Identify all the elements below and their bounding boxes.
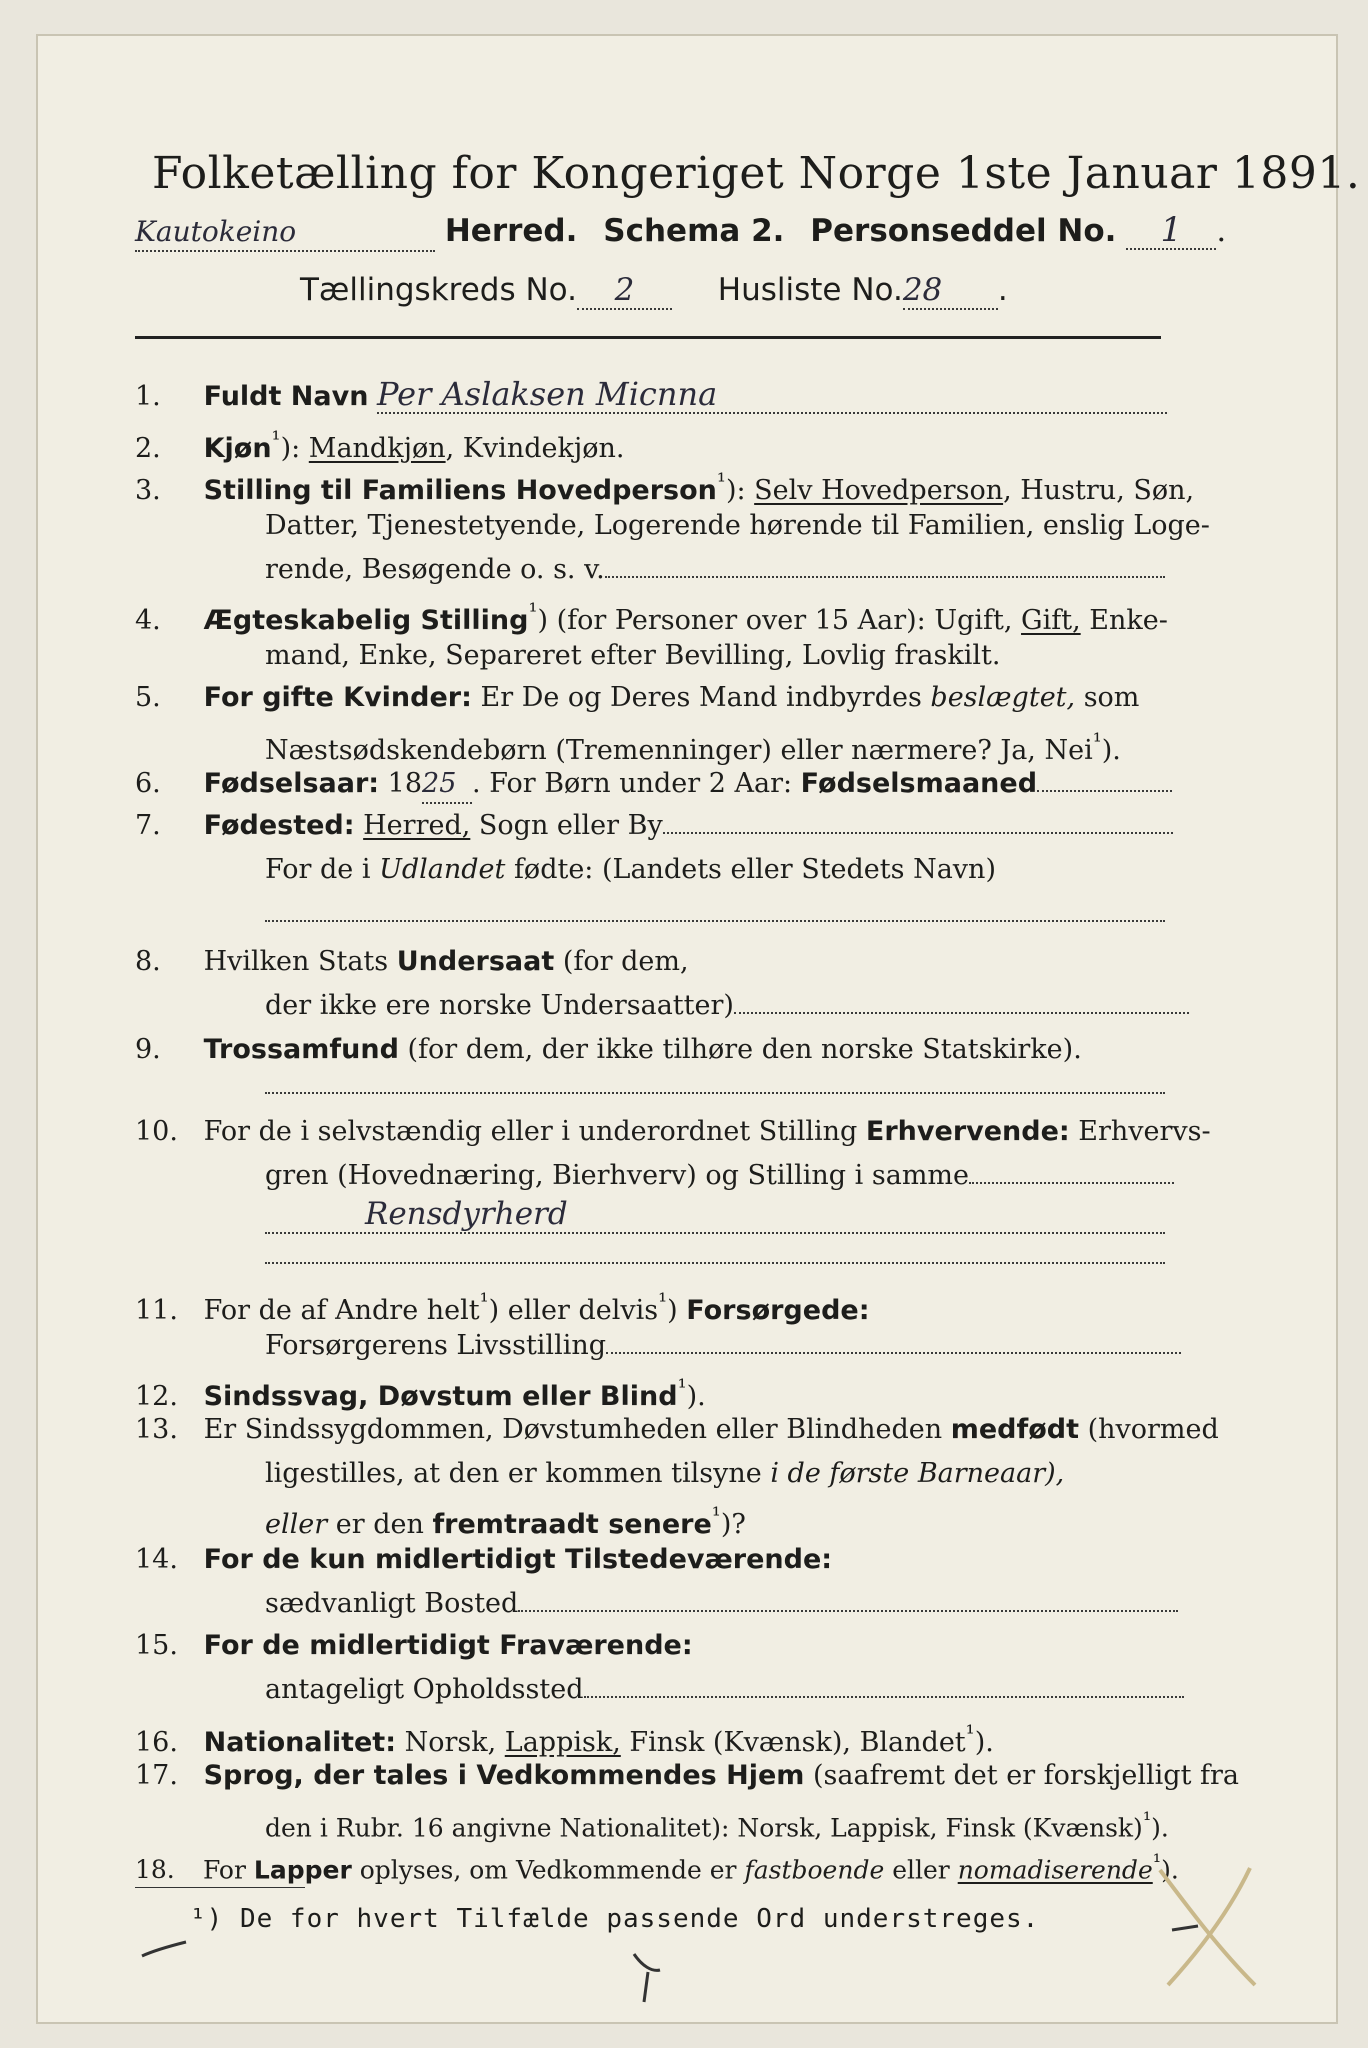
field-text: rende, Besøgende o. s. v.	[265, 554, 605, 585]
field-text: der ikke ere norske Undersaatter)	[265, 990, 734, 1021]
field-11-line-2	[265, 1328, 1181, 1364]
personseddel-number: 1	[1126, 212, 1216, 250]
field-number: 6.	[135, 768, 161, 799]
field-text: Næstsødskendebørn (Tremenninger) eller nærmere? Ja, Nei	[265, 735, 1093, 766]
field-text: fastboende	[744, 1855, 885, 1885]
field-text: ligestilles, at den er kommen tilsyne	[265, 1458, 771, 1489]
field-label: medfødt	[950, 1414, 1079, 1445]
field-label: Nationalitet:	[203, 1727, 396, 1758]
field-text: beslægtet,	[930, 682, 1076, 713]
field-label: Forsørgede:	[686, 1295, 870, 1326]
field-13-line-3	[265, 1498, 746, 1543]
kreds-label: Tællingskreds No.	[300, 272, 577, 308]
field-number: 3.	[135, 475, 161, 506]
field-7-line-2	[265, 852, 996, 888]
footnote-mark: ¹	[1092, 729, 1102, 755]
field-15-line-2	[265, 1672, 1184, 1708]
field-3-line-3	[265, 552, 1165, 588]
footnote-mark: ¹	[716, 469, 726, 495]
selected-option: nomadiserende	[957, 1855, 1153, 1885]
field-13-line-2	[265, 1456, 1064, 1492]
cross-mark-icon	[1150, 1860, 1270, 1990]
field-text: gren (Hovednæring, Bierhverv) og Stilling i samme	[265, 1160, 970, 1191]
field-label: Fødselsmaaned	[800, 768, 1038, 799]
field-text: som	[1075, 682, 1140, 713]
blank-line	[734, 1012, 1189, 1014]
field-text: er den	[327, 1509, 433, 1540]
field-text: Forsørgerens Livsstilling	[265, 1330, 607, 1361]
herred-value: Kautokeino	[135, 214, 435, 252]
field-2	[135, 422, 624, 467]
field-text: Norsk,	[396, 1727, 505, 1758]
field-text: den i Rubr. 16 angivne Nationalitet): Norsk, Lappisk, Finsk (Kvænsk)	[265, 1813, 1143, 1843]
field-label: fremtraadt senere	[432, 1509, 712, 1540]
field-text: For de i selvstændig eller i underordnet Stilling	[203, 1116, 866, 1147]
field-number: 2.	[135, 433, 161, 464]
field-14-line-2	[265, 1586, 1178, 1622]
footnote: ¹) De for hvert Tilfælde passende Ord understreges.	[190, 1904, 1040, 1934]
field-label: Erhvervende:	[865, 1116, 1070, 1147]
field-number: 10.	[135, 1116, 178, 1147]
blank-line	[265, 1092, 1165, 1094]
blank-line	[518, 1610, 1178, 1612]
field-10-line-2	[265, 1158, 1174, 1194]
blank-line	[584, 1696, 1184, 1698]
form-title: Folketælling for Kongeriget Norge 1ste Januar 1891.	[152, 148, 1361, 199]
kreds-number: 2	[577, 272, 672, 310]
field-text: ) eller delvis	[488, 1295, 659, 1326]
field-text: sædvanligt Bosted	[265, 1588, 519, 1619]
header-rule	[135, 336, 1161, 339]
field-number: 5.	[135, 682, 161, 713]
field-3	[135, 464, 1194, 509]
field-17-line-2	[265, 1802, 1169, 1846]
selected-option: Gift,	[1021, 605, 1081, 636]
field-6	[135, 766, 1172, 804]
field-13	[135, 1412, 1219, 1448]
field-label: Fødselsaar:	[203, 768, 380, 799]
field-8	[135, 944, 689, 980]
field-text: Enke-	[1080, 605, 1168, 636]
footnote-mark: ¹	[271, 427, 281, 453]
field-number: 9.	[135, 1034, 161, 1065]
footnote-mark: ¹	[528, 599, 538, 625]
field-label: Kjøn	[203, 433, 272, 464]
field-4	[135, 594, 1168, 639]
field-label: For de kun midlertidigt Tilstedeværende:	[203, 1544, 833, 1575]
field-15	[135, 1628, 693, 1664]
field-text: ).	[974, 1727, 994, 1758]
field-number: 13.	[135, 1414, 178, 1445]
field-label: Fuldt Navn	[203, 381, 369, 412]
field-text: oplyses, om Vedkommende er	[351, 1855, 745, 1885]
field-text: i de første Barneaar),	[770, 1458, 1065, 1489]
field-7	[135, 808, 1173, 844]
field-text: For de i	[265, 854, 380, 885]
field-label: For gifte Kvinder:	[203, 682, 472, 713]
footnote-rule	[135, 1887, 305, 1888]
field-label: Undersaat	[396, 946, 555, 977]
field-text: Udlandet	[379, 854, 506, 885]
field-number: 1.	[135, 381, 161, 412]
herred-label: Herred.	[444, 213, 578, 249]
field-text: ).	[1101, 735, 1121, 766]
field-text: )?	[720, 1509, 746, 1540]
field-11	[135, 1284, 870, 1329]
field-text: Er Sindssygdommen, Døvstumheden eller Blindheden	[203, 1414, 951, 1445]
field-text: antageligt Opholdssted	[265, 1674, 584, 1705]
field-text: )	[667, 1295, 687, 1326]
field-text: (for dem, der ikke tilhøre den norske Statskirke).	[398, 1034, 1082, 1065]
field-text: (saafremt det er forskjelligt fra	[804, 1760, 1240, 1791]
field-label: Trossamfund	[203, 1034, 399, 1065]
blank-line	[1037, 790, 1172, 792]
field-text: ) (for Personer over 15 Aar): Ugift,	[537, 605, 1022, 636]
header-herred-line: Kautokeino Herred. Schema 2. Personseddel No. 1 .	[135, 210, 1227, 250]
full-name-value: Per Aslaksen Micnna	[377, 376, 1167, 414]
field-label: Ægteskabelig Stilling	[203, 605, 529, 636]
field-10-line-3	[265, 1196, 1165, 1234]
header-kreds-line: Tællingskreds No. 2 Husliste No.28 .	[300, 272, 1008, 308]
footnote-mark: ¹	[1152, 1850, 1162, 1874]
selected-option: Herred,	[363, 810, 471, 841]
field-label: Lapper	[253, 1855, 352, 1885]
field-text: Er De og Deres Mand indbyrdes	[471, 682, 931, 713]
field-14	[135, 1542, 832, 1578]
blank-line	[969, 1182, 1174, 1184]
occupation-value: Rensdyrherd	[265, 1196, 1165, 1234]
footnote-mark: ¹	[1142, 1808, 1152, 1832]
blank-line	[265, 920, 1165, 922]
blank-line	[265, 1262, 1165, 1264]
footnote-mark: ¹	[965, 1721, 975, 1747]
field-text: (for dem,	[554, 946, 689, 977]
field-5-line-2	[265, 724, 1121, 769]
field-text: , Kvindekjøn.	[445, 433, 625, 464]
pen-stroke-icon	[140, 1936, 190, 1966]
field-number: 7.	[135, 810, 161, 841]
field-text: Erhvervs-	[1069, 1116, 1211, 1147]
field-16	[135, 1716, 994, 1761]
field-number: 12.	[135, 1381, 178, 1412]
field-number: 17.	[135, 1760, 178, 1791]
field-text: Finsk (Kvænsk), Blandet	[620, 1727, 966, 1758]
field-number: 14.	[135, 1544, 178, 1575]
field-18	[135, 1844, 1179, 1888]
footnote-mark: ¹	[479, 1289, 489, 1315]
footnote-mark: ¹	[677, 1375, 687, 1401]
field-text: fødte: (Landets eller Stedets Navn)	[505, 854, 996, 885]
field-number: 16.	[135, 1727, 178, 1758]
field-1	[135, 376, 1167, 415]
blank-line	[663, 832, 1173, 834]
field-8-line-2	[265, 988, 1189, 1024]
field-17	[135, 1758, 1239, 1794]
selected-option: Selv Hovedperson	[754, 475, 1004, 506]
blank-line	[606, 1352, 1181, 1354]
field-label: Fødested:	[203, 810, 355, 841]
field-text: Hvilken Stats	[203, 946, 397, 977]
field-number: 8.	[135, 946, 161, 977]
field-text: Sogn eller By	[470, 810, 663, 841]
field-10	[135, 1114, 1211, 1150]
field-text: For	[202, 1855, 254, 1885]
field-text: eller	[265, 1509, 328, 1540]
field-number: 15.	[135, 1630, 178, 1661]
field-number: 4.	[135, 605, 161, 636]
footnote-mark: ¹	[711, 1503, 721, 1529]
field-label: Sprog, der tales i Vedkommendes Hjem	[203, 1760, 805, 1791]
selected-option: Mandkjøn	[308, 433, 446, 464]
field-text: (hvormed	[1079, 1414, 1219, 1445]
schema-label: Schema 2.	[603, 213, 785, 249]
field-12	[135, 1370, 706, 1415]
footnote-mark: ¹	[658, 1289, 668, 1315]
pen-stroke-icon	[630, 1950, 670, 2010]
field-number: 11.	[135, 1295, 178, 1326]
field-9	[135, 1032, 1082, 1068]
husliste-label: Husliste No.	[717, 272, 903, 308]
field-text: eller	[884, 1855, 958, 1885]
husliste-number: 28	[903, 272, 998, 310]
field-3-line-2: Datter, Tjenestetyende, Logerende hørende til Familien, enslig Loge-	[265, 510, 1210, 541]
field-number: 18.	[135, 1855, 175, 1885]
field-text: ):	[725, 475, 755, 506]
birth-year-value: 25	[422, 766, 472, 804]
field-text: , Hustru, Søn,	[1003, 475, 1195, 506]
blank-line	[605, 576, 1165, 578]
field-text: For de af Andre helt	[203, 1295, 480, 1326]
field-text: . For Børn under 2 Aar:	[472, 768, 801, 799]
field-text: ):	[280, 433, 309, 464]
field-label: Sindssvag, Døvstum eller Blind	[203, 1381, 678, 1412]
field-text: ).	[686, 1381, 706, 1412]
field-text: ).	[1161, 1855, 1179, 1885]
personseddel-label: Personseddel No.	[810, 213, 1117, 249]
field-4-line-2: mand, Enke, Separeret efter Bevilling, Lovlig fraskilt.	[265, 640, 1001, 671]
field-text: 18	[379, 768, 423, 799]
field-text: ).	[1151, 1813, 1169, 1843]
field-label: Stilling til Familiens Hovedperson	[203, 475, 717, 506]
selected-option: Lappisk,	[504, 1727, 621, 1758]
field-label: For de midlertidigt Fraværende:	[203, 1630, 693, 1661]
field-5	[135, 680, 1139, 716]
